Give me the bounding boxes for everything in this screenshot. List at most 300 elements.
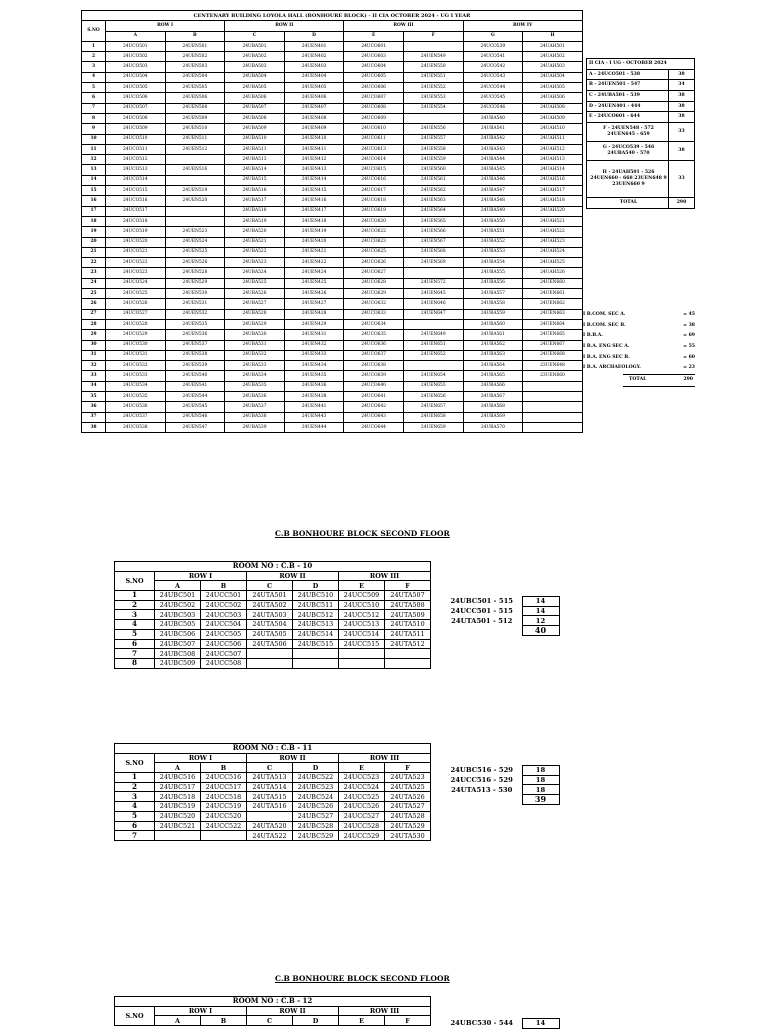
room-col-e: E xyxy=(339,763,385,773)
department-count-list xyxy=(583,310,695,387)
table-row xyxy=(82,319,583,329)
register-number-cell: 24UEN658 xyxy=(403,412,463,422)
register-number-cell: 24UEN523 xyxy=(165,227,225,237)
table-row xyxy=(82,340,583,350)
register-number-cell: 24UCO608 xyxy=(344,103,404,113)
side-row xyxy=(442,1019,559,1029)
table-row xyxy=(82,41,583,51)
register-number-cell: 24UBA541 xyxy=(463,124,523,134)
summary-label-f: F - 24UEN548 - 572 24UEN645 - 659 xyxy=(587,123,669,142)
register-number-cell: 24UEN645 xyxy=(403,289,463,299)
summary-count-g: 38 xyxy=(669,142,695,161)
register-number-cell: 24UBC506 xyxy=(155,629,201,639)
register-number-cell: 24UCO513 xyxy=(106,165,166,175)
register-number-cell xyxy=(165,206,225,216)
register-number-cell: 24UBA514 xyxy=(225,165,285,175)
register-number-cell: 24UBC526 xyxy=(293,802,339,812)
serial-number: 7 xyxy=(115,649,155,659)
register-number-cell: 24UAH504 xyxy=(523,72,583,82)
room-row-iii-header: ROW III xyxy=(339,753,431,763)
room-table-cb-12 xyxy=(114,996,431,1026)
register-number-cell xyxy=(247,658,293,668)
register-number-cell: 24UBA522 xyxy=(225,247,285,257)
serial-number: 5 xyxy=(115,629,155,639)
register-number-cell: 24UEN540 xyxy=(165,371,225,381)
summary-row xyxy=(587,80,695,91)
register-number-cell: 24UBA507 xyxy=(225,103,285,113)
table-row xyxy=(82,103,583,113)
floor-heading: C.B BONHOURE BLOCK SECOND FLOOR xyxy=(275,529,450,538)
register-number-cell: 24UCO502 xyxy=(106,52,166,62)
register-number-cell: 24UTA509 xyxy=(385,610,431,620)
table-row xyxy=(115,821,431,831)
register-number-cell: 24UCC506 xyxy=(201,639,247,649)
register-number-cell: 24UCO641 xyxy=(344,391,404,401)
room-row-header xyxy=(115,571,431,581)
register-number-cell: 24UEN566 xyxy=(403,227,463,237)
register-number-cell: 24UCO614 xyxy=(344,155,404,165)
register-number-cell: 24UEN406 xyxy=(284,93,344,103)
register-number-cell: 24UCO640 xyxy=(344,381,404,391)
main-row-iii-header: ROW III xyxy=(344,21,463,31)
side-row xyxy=(442,597,559,607)
col-header-d: D xyxy=(284,31,344,41)
side-total-row xyxy=(442,795,559,805)
register-number-cell: 24UEN560 xyxy=(403,165,463,175)
side-row xyxy=(442,785,559,795)
serial-number: 36 xyxy=(82,402,106,412)
table-row xyxy=(82,113,583,123)
serial-number: 2 xyxy=(115,600,155,610)
register-number-cell: 24UCO642 xyxy=(344,402,404,412)
register-number-cell: 24UBA528 xyxy=(225,309,285,319)
register-number-cell: 24UBC512 xyxy=(293,610,339,620)
serial-number: 4 xyxy=(115,620,155,630)
register-number-cell: 24UEN665 xyxy=(523,330,583,340)
register-number-cell: 24UBA569 xyxy=(463,412,523,422)
serial-number: 17 xyxy=(82,206,106,216)
register-number-cell: 24UCO629 xyxy=(344,289,404,299)
register-number-cell: 24UBA506 xyxy=(225,93,285,103)
side-range: 24UTA513 - 530 xyxy=(451,785,513,794)
register-number-cell: 24UEN412 xyxy=(284,155,344,165)
register-number-cell: 24UCO512 xyxy=(106,155,166,165)
register-number-cell: 24UCO504 xyxy=(106,72,166,82)
register-number-cell: 24UEN647 xyxy=(403,309,463,319)
register-number-cell: 24UEN405 xyxy=(284,83,344,93)
register-number-cell: 24UAH518 xyxy=(523,196,583,206)
register-number-cell: 24UCC523 xyxy=(339,773,385,783)
serial-number: 22 xyxy=(82,258,106,268)
register-number-cell: 24UEN553 xyxy=(403,93,463,103)
register-number-cell: 24UEN530 xyxy=(165,289,225,299)
side-count: 18 xyxy=(522,766,559,776)
register-number-cell: 24UBA533 xyxy=(225,361,285,371)
main-seating-body xyxy=(82,11,583,433)
register-number-cell: 24UAH521 xyxy=(523,216,583,226)
register-number-cell: 24UEN401 xyxy=(284,41,344,51)
department-count: = 69 xyxy=(683,333,695,339)
register-number-cell: 24UEN563 xyxy=(403,196,463,206)
register-number-cell: 24UBC522 xyxy=(293,773,339,783)
register-number-cell: 24UEN660 xyxy=(523,278,583,288)
register-number-cell: 24UTA515 xyxy=(247,792,293,802)
register-number-cell: 24UBA510 xyxy=(225,134,285,144)
table-row xyxy=(115,610,431,620)
room-col-a: A xyxy=(155,1016,201,1026)
register-number-cell: 24UCC510 xyxy=(339,600,385,610)
serial-number: 3 xyxy=(115,610,155,620)
register-number-cell: 23UEN660 xyxy=(523,371,583,381)
register-number-cell xyxy=(247,649,293,659)
register-number-cell: 24UCO625 xyxy=(344,247,404,257)
register-number-cell: 24UCO519 xyxy=(106,227,166,237)
main-row-i-header: ROW I xyxy=(106,21,225,31)
register-number-cell: 24UEN569 xyxy=(403,258,463,268)
serial-number: 11 xyxy=(82,144,106,154)
room-title-row xyxy=(115,744,431,754)
room-col-f: F xyxy=(385,1016,431,1026)
register-number-cell: 24UEN411 xyxy=(284,144,344,154)
department-total-label: TOTAL xyxy=(629,377,647,383)
register-number-cell: 24UTA527 xyxy=(385,802,431,812)
register-number-cell: 24UCO522 xyxy=(106,258,166,268)
serial-number: 35 xyxy=(82,391,106,401)
register-number-cell: 24UAH526 xyxy=(523,268,583,278)
side-range: 24UCC516 - 529 xyxy=(450,776,513,785)
register-number-cell: 24UCO542 xyxy=(463,62,523,72)
register-number-cell: 24UTA516 xyxy=(247,802,293,812)
register-number-cell: 23UEN648 xyxy=(523,361,583,371)
register-number-cell: 24UEN657 xyxy=(403,402,463,412)
serial-number: 29 xyxy=(82,330,106,340)
room-col-d: D xyxy=(293,581,339,591)
register-number-cell: 24UCO622 xyxy=(344,227,404,237)
register-number-cell: 24UEN408 xyxy=(284,113,344,123)
register-number-cell: 24UTA503 xyxy=(247,610,293,620)
register-number-cell: 24UEN536 xyxy=(165,330,225,340)
register-number-cell: 24UEN416 xyxy=(284,196,344,206)
register-number-cell: 24UCO545 xyxy=(463,93,523,103)
register-number-cell: 24UBA524 xyxy=(225,268,285,278)
table-row xyxy=(82,258,583,268)
serial-number: 38 xyxy=(82,422,106,432)
room-row-header xyxy=(115,753,431,763)
register-number-cell: 24UEN654 xyxy=(403,371,463,381)
side-total: 39 xyxy=(522,795,559,805)
register-number-cell: 24UBC520 xyxy=(155,811,201,821)
register-number-cell: 24UEN444 xyxy=(284,422,344,432)
register-number-cell: 24UCC507 xyxy=(201,649,247,659)
serial-number: 30 xyxy=(82,340,106,350)
room-row-i-header: ROW I xyxy=(155,753,247,763)
serial-number: 7 xyxy=(82,103,106,113)
table-row xyxy=(82,72,583,82)
room-col-d: D xyxy=(293,763,339,773)
register-number-cell: 24UBA547 xyxy=(463,186,523,196)
register-number-cell: 24UBC509 xyxy=(155,658,201,668)
register-number-cell: 24UCO632 xyxy=(344,299,404,309)
serial-number: 5 xyxy=(82,83,106,93)
register-number-cell: 24UAH510 xyxy=(523,124,583,134)
register-number-cell: 24UBA545 xyxy=(463,165,523,175)
register-number-cell: 24UBC518 xyxy=(155,792,201,802)
register-number-cell: 24UBA561 xyxy=(463,330,523,340)
register-number-cell xyxy=(385,649,431,659)
register-number-cell: 24UAH506 xyxy=(523,93,583,103)
register-number-cell: 24UCO526 xyxy=(106,299,166,309)
register-number-cell: 24UCC529 xyxy=(339,831,385,841)
register-number-cell: 24UCO508 xyxy=(106,113,166,123)
department-name: I B.COM. SEC B. xyxy=(583,322,626,328)
register-number-cell: 24UEN431 xyxy=(284,330,344,340)
summary-row xyxy=(587,112,695,123)
room-col-a: A xyxy=(155,581,201,591)
department-name: I B.A. ENG SEC A. xyxy=(583,344,630,350)
register-number-cell: 24UCO543 xyxy=(463,72,523,82)
register-number-cell: 24UBA553 xyxy=(463,247,523,257)
room-11-body xyxy=(115,744,431,841)
register-number-cell: 24UBC516 xyxy=(155,773,201,783)
table-row xyxy=(82,93,583,103)
room-col-e: E xyxy=(339,1016,385,1026)
serial-number: 3 xyxy=(115,792,155,802)
summary-count: 38 xyxy=(669,69,695,80)
register-number-cell: 24UBA546 xyxy=(463,175,523,185)
register-number-cell: 24UBA563 xyxy=(463,350,523,360)
register-number-cell: 24UAH520 xyxy=(523,206,583,216)
serial-number: 4 xyxy=(115,802,155,812)
register-number-cell: 24UEN663 xyxy=(523,309,583,319)
room-col-e: E xyxy=(339,581,385,591)
room-row-i-header: ROW I xyxy=(155,571,247,581)
summary-total-row xyxy=(587,198,695,209)
register-number-cell: 24UCO607 xyxy=(344,93,404,103)
room-row-iii-header: ROW III xyxy=(339,1006,431,1016)
register-number-cell xyxy=(523,381,583,391)
serial-number: 16 xyxy=(82,196,106,206)
register-number-cell xyxy=(165,155,225,165)
register-number-cell xyxy=(293,658,339,668)
register-number-cell xyxy=(403,41,463,51)
table-row xyxy=(115,639,431,649)
room-title: ROOM NO : C.B - 10 xyxy=(115,562,431,572)
register-number-cell: 24UBC521 xyxy=(155,821,201,831)
register-number-cell: 24UBA557 xyxy=(463,289,523,299)
table-row xyxy=(115,649,431,659)
serial-number: 7 xyxy=(115,831,155,841)
register-number-cell: 24UCC527 xyxy=(339,811,385,821)
register-number-cell: 24UCO503 xyxy=(106,62,166,72)
register-number-cell: 24UCO514 xyxy=(106,175,166,185)
register-number-cell: 24UBC517 xyxy=(155,782,201,792)
register-number-cell: 24UEN668 xyxy=(523,350,583,360)
register-number-cell: 24UBA543 xyxy=(463,144,523,154)
register-number-cell: 24UEN532 xyxy=(165,309,225,319)
register-number-cell: 24UCO527 xyxy=(106,309,166,319)
serial-number: 5 xyxy=(115,811,155,821)
register-number-cell: 24UCC525 xyxy=(339,792,385,802)
register-number-cell: 24UEN502 xyxy=(165,52,225,62)
col-header-e: E xyxy=(344,31,404,41)
register-number-cell: 24UCO626 xyxy=(344,258,404,268)
table-row xyxy=(82,247,583,257)
register-number-cell: 24UBA562 xyxy=(463,340,523,350)
department-count: = 23 xyxy=(683,365,695,371)
register-number-cell: 24UTA502 xyxy=(247,600,293,610)
table-row xyxy=(82,144,583,154)
register-number-cell: 24UEN424 xyxy=(284,268,344,278)
summary-title-row xyxy=(587,59,695,70)
register-number-cell: 24UBA508 xyxy=(225,113,285,123)
table-row xyxy=(82,278,583,288)
register-number-cell: 24UAH514 xyxy=(523,165,583,175)
room-table-cb-10 xyxy=(114,561,431,669)
register-number-cell: 24UTA522 xyxy=(247,831,293,841)
table-row xyxy=(82,165,583,175)
register-number-cell xyxy=(403,268,463,278)
table-row xyxy=(115,600,431,610)
register-number-cell: 24UTA504 xyxy=(247,620,293,630)
register-number-cell: 24UBA564 xyxy=(463,361,523,371)
room-title: ROOM NO : C.B - 11 xyxy=(115,744,431,754)
register-number-cell: 24UCC513 xyxy=(339,620,385,630)
room-sno-header: S.NO xyxy=(115,1006,155,1025)
register-number-cell: 24UCO644 xyxy=(344,422,404,432)
register-number-cell: 24UEN504 xyxy=(165,72,225,82)
room-row-ii-header: ROW II xyxy=(247,753,339,763)
room-row-i-header: ROW I xyxy=(155,1006,247,1016)
serial-number: 2 xyxy=(82,52,106,62)
room-row-ii-header: ROW II xyxy=(247,571,339,581)
register-number-cell: 24UBC508 xyxy=(155,649,201,659)
register-number-cell: 24UCO606 xyxy=(344,83,404,93)
register-number-cell: 24UEN557 xyxy=(403,134,463,144)
main-seating-table xyxy=(81,10,583,433)
register-number-cell: 24UCO521 xyxy=(106,247,166,257)
register-number-cell: 24UEN433 xyxy=(284,350,344,360)
register-number-cell: 24UBA570 xyxy=(463,422,523,432)
register-number-cell: 24UBA559 xyxy=(463,309,523,319)
register-number-cell: 24UEN516 xyxy=(165,165,225,175)
register-number-cell: 24UCO618 xyxy=(344,196,404,206)
register-number-cell: 24UCO538 xyxy=(106,422,166,432)
department-count: = 45 xyxy=(683,312,695,317)
register-number-cell: 24UEN659 xyxy=(403,422,463,432)
summary-row-g xyxy=(587,142,695,161)
register-number-cell: 24UEN649 xyxy=(403,330,463,340)
department-name: I B.A. ARCHAEOLOGY. xyxy=(583,365,641,371)
department-name: I B.COM. SEC A. xyxy=(583,312,626,317)
register-number-cell: 24UBA551 xyxy=(463,227,523,237)
summary-total-label: TOTAL xyxy=(587,198,669,209)
room-row-header xyxy=(115,1006,431,1016)
register-number-cell xyxy=(403,113,463,123)
register-number-cell: 24UEN667 xyxy=(523,340,583,350)
register-number-cell: 24UCO635 xyxy=(344,330,404,340)
register-number-cell: 24UTA514 xyxy=(247,782,293,792)
register-number-cell: 24UBA535 xyxy=(225,381,285,391)
register-number-cell: 24UTA526 xyxy=(385,792,431,802)
register-number-cell: 24UCO524 xyxy=(106,278,166,288)
register-number-cell: 24UTA510 xyxy=(385,620,431,630)
register-number-cell: 24UCC515 xyxy=(339,639,385,649)
register-number-cell: 24UEN409 xyxy=(284,124,344,134)
serial-number: 28 xyxy=(82,319,106,329)
summary-label: C - 24UBA501 - 539 xyxy=(587,91,669,102)
register-number-cell xyxy=(403,361,463,371)
register-number-cell: 24UEN403 xyxy=(284,62,344,72)
register-number-cell: 24UCO532 xyxy=(106,361,166,371)
register-number-cell xyxy=(165,216,225,226)
register-number-cell xyxy=(339,649,385,659)
register-number-cell: 24UBA515 xyxy=(225,175,285,185)
register-number-cell: 24UTA506 xyxy=(247,639,293,649)
register-number-cell: 24UCC501 xyxy=(201,591,247,601)
register-number-cell: 24UEN511 xyxy=(165,134,225,144)
register-number-cell: 24UTA513 xyxy=(247,773,293,783)
register-number-cell: 24UCO517 xyxy=(106,206,166,216)
serial-number: 33 xyxy=(82,371,106,381)
register-number-cell: 24UCC517 xyxy=(201,782,247,792)
register-number-cell: 24UBA537 xyxy=(225,402,285,412)
register-number-cell: 24UEN535 xyxy=(165,319,225,329)
register-number-cell: 24UEN656 xyxy=(403,391,463,401)
register-number-cell xyxy=(165,175,225,185)
register-number-cell: 24UAH517 xyxy=(523,186,583,196)
serial-number: 10 xyxy=(82,134,106,144)
register-number-cell: 24UCO546 xyxy=(463,103,523,113)
register-number-cell: 24UCO523 xyxy=(106,268,166,278)
register-number-cell: 24UCC504 xyxy=(201,620,247,630)
side-range: 24UBC530 - 544 xyxy=(450,1019,514,1028)
register-number-cell: 24UEN646 xyxy=(403,299,463,309)
register-number-cell: 24UBA518 xyxy=(225,206,285,216)
register-number-cell: 24UEN404 xyxy=(284,72,344,82)
department-count: = 60 xyxy=(683,354,695,360)
summary-count-h: 33 xyxy=(669,161,695,198)
register-number-cell: 24UBA502 xyxy=(225,52,285,62)
table-row xyxy=(82,227,583,237)
serial-number: 21 xyxy=(82,247,106,257)
register-number-cell: 24UCO516 xyxy=(106,196,166,206)
register-number-cell: 24UCO619 xyxy=(344,206,404,216)
register-number-cell: 24UEN428 xyxy=(284,309,344,319)
room-col-c: C xyxy=(247,1016,293,1026)
register-number-cell: 24UEN432 xyxy=(284,340,344,350)
summary-total-value: 290 xyxy=(669,198,695,209)
room-column-header xyxy=(115,763,431,773)
register-number-cell: 24UCO616 xyxy=(344,175,404,185)
register-number-cell: 24UBC523 xyxy=(293,782,339,792)
register-number-cell: 24UAH522 xyxy=(523,227,583,237)
register-number-cell: 24UCC526 xyxy=(339,802,385,812)
register-number-cell: 24UAH513 xyxy=(523,155,583,165)
register-number-cell: 24UBA534 xyxy=(225,371,285,381)
register-number-cell: 24UEN503 xyxy=(165,62,225,72)
register-number-cell: 24UCO617 xyxy=(344,186,404,196)
register-number-cell: 24UBA527 xyxy=(225,299,285,309)
col-header-b: B xyxy=(165,31,225,41)
register-number-cell: 24UBA566 xyxy=(463,381,523,391)
register-number-cell: 24UEN556 xyxy=(403,124,463,134)
register-number-cell: 24UTA520 xyxy=(247,821,293,831)
room-col-b: B xyxy=(201,763,247,773)
register-number-cell: 24UCO525 xyxy=(106,289,166,299)
register-number-cell: 24UCO615 xyxy=(344,165,404,175)
serial-number: 1 xyxy=(82,41,106,51)
summary-label: D - 24UEN401 - 444 xyxy=(587,101,669,112)
